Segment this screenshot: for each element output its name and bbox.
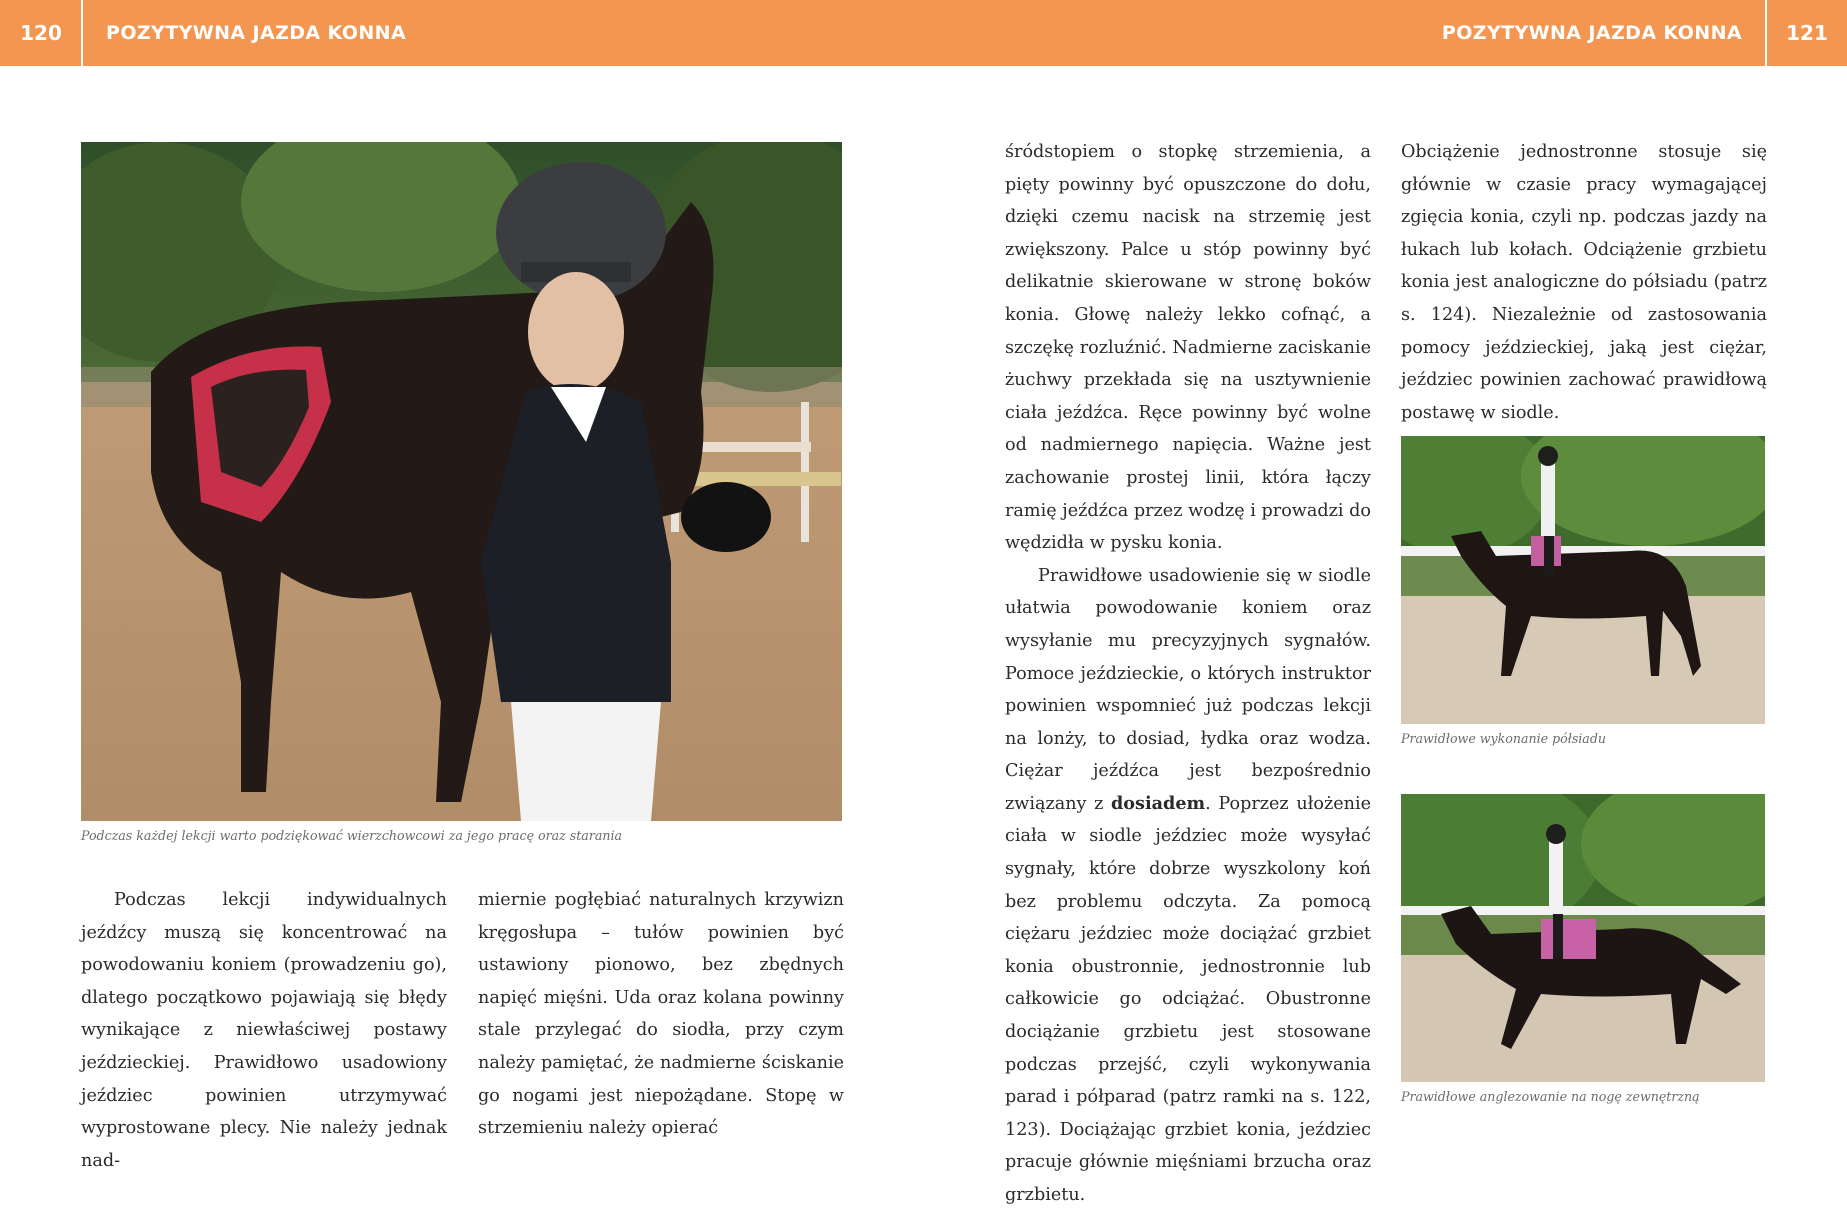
- half-seat-caption: Prawidłowe wykonanie półsiadu: [1401, 731, 1606, 746]
- posting-trot-caption: Prawidłowe anglezowanie na nogę zewnętrzną: [1401, 1089, 1700, 1104]
- bold-term: dosiadem: [1111, 792, 1206, 814]
- main-photo-caption: Podczas każdej lekcji warto podziękować wierzchowcowi za jego pracę oraz starania: [81, 828, 622, 843]
- left-running-title: POZYTYWNA JAZDA KONNA: [106, 22, 407, 44]
- half-seat-illustration: [1401, 436, 1765, 724]
- paragraph: [1005, 560, 1371, 1212]
- text-column-4: [1401, 136, 1767, 429]
- posting-trot-illustration: [1401, 794, 1765, 1082]
- text-column-1: [81, 884, 447, 1177]
- paragraph: Podczas lekcji indywidualnych jeźdźcy muszą się koncentrować na powodowaniu koniem (prowadzeniu go), dlatego początkowo pojawiają się błędy wynikające z niewłaściwej postawy jeździeckiej. Prawidłowo usadowiony jeździec powinien utrzymywać wyprostowane plecy. Nie należy jednak nad-: [81, 890, 447, 1171]
- half-seat-photo: [1401, 436, 1765, 724]
- paragraph-text: . Poprzez ułożenie ciała w siodle jeździec może wysyłać sygnały, które dobrze wyszkolony koń bez problemu odczyta. Za pomocą ciężaru jeździec może dociążać grzbiet konia obustronnie, jednostronnie lub całkowicie go odciążać. Obustronne dociążanie grzbietu jest stosowane podczas przejść, czyli wykonywania parad i półparad (patrz ramki na s. 122, 123). Dociążając grzbiet konia, jeździec pracuje głównie mięśniami brzucha oraz grzbietu.: [1005, 793, 1371, 1205]
- left-header-divider: [81, 0, 83, 66]
- header-bar: [0, 0, 1847, 66]
- paragraph: śródstopiem o stopkę strzemienia, a pięty powinny być opuszczone do dołu, dzięki czemu nacisk na strzemię jest zwiększony. Palce u stóp powinny być delikatnie skierowane w stronę boków konia. Głowę należy lekko cofnąć, a szczękę rozluźnić. Nadmierne zaciskanie żuchwy przekłada się na usztywnienie ciała jeźdźca. Ręce powinny być wolne od nadmiernego napięcia. Ważne jest zachowanie prostej linii, która łączy ramię jeźdźca przez wodzę i prowadzi do wędzidła w pysku konia.: [1005, 142, 1371, 554]
- main-photo: [81, 142, 842, 821]
- rider-with-horse-illustration: [81, 142, 842, 821]
- right-page-number: 121: [1786, 21, 1828, 45]
- text-column-3: [1005, 136, 1371, 1212]
- right-running-title: POZYTYWNA JAZDA KONNA: [1441, 22, 1742, 44]
- text-column-2: [478, 884, 844, 1145]
- paragraph-text: Prawidłowe usadowienie się w siodle ułatwia powodowanie koniem oraz wysyłanie mu precyzyjnych sygnałów. Pomoce jeździeckie, o których instruktor powinien wspomnieć już podczas lekcji na lonży, to dosiad, łydka oraz wodza. Ciężar jeźdźca jest bezpośrednio związany z: [1005, 565, 1371, 814]
- left-page-number: 120: [20, 21, 62, 45]
- paragraph: Obciążenie jednostronne stosuje się głównie w czasie pracy wymagającej zgięcia konia, czyli np. podczas jazdy na łukach lub kołach. Odciążenie grzbietu konia jest analogiczne do półsiadu (patrz s. 124). Niezależnie od zastosowania pomocy jeździeckiej, jaką jest ciężar, jeździec powinien zachować prawidłową postawę w siodle.: [1401, 142, 1767, 423]
- posting-trot-photo: [1401, 794, 1765, 1082]
- paragraph: miernie pogłębiać naturalnych krzywizn kręgosłupa – tułów powinien być ustawiony pionowo, bez zbędnych napięć mięśni. Uda oraz kolana powinny stale przylegać do siodła, przy czym należy pamiętać, że nadmierne ściskanie go nogami jest niepożądane. Stopę w strzemieniu należy opierać: [478, 890, 844, 1139]
